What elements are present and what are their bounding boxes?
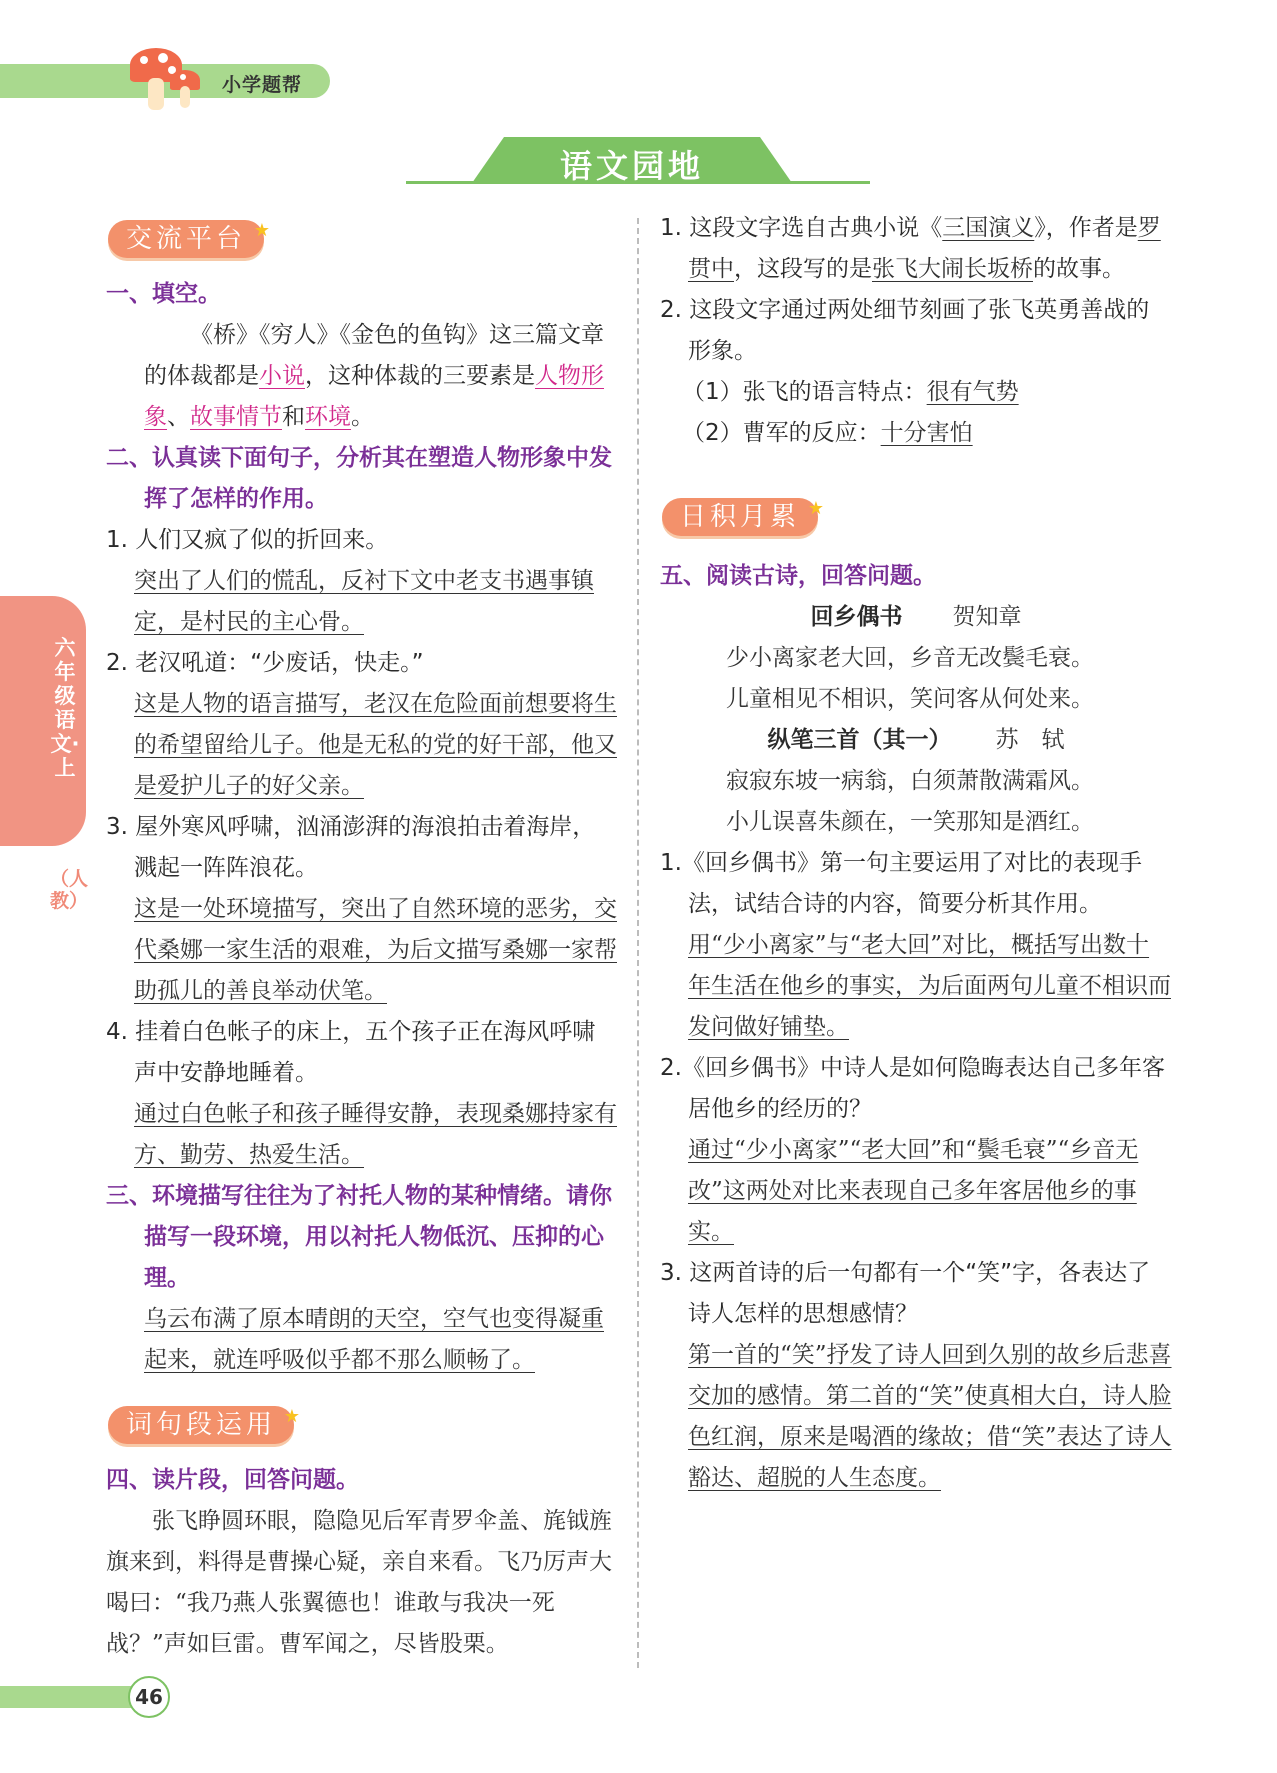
page-number: 46	[128, 1676, 170, 1718]
poem-1-title	[660, 597, 1172, 638]
poem-answer-2	[660, 1130, 1172, 1253]
poem-author: 苏 轼	[995, 727, 1065, 753]
question-part: ，这种体裁的三要素是	[305, 363, 535, 389]
star-icon: ★	[807, 498, 825, 519]
passage: 张飞睁圆环眼，隐隐见后军青罗伞盖、旄钺旌旗来到，料得是曹操心疑，亲自来看。飞乃厉声大喝曰：“我乃燕人张翼德也！谁敢与我决一死战？”声如巨雷。曹军闻之，尽皆股栗。	[106, 1508, 612, 1657]
answer: 通过白色帐子和孩子睡得安静，表现桑娜持家有方、勤劳、热爱生活。	[134, 1101, 617, 1168]
section-four	[106, 1460, 618, 1665]
question-1: 1. 人们又疯了似的折回来。	[106, 527, 389, 553]
answer: 罗贯中	[688, 215, 1161, 282]
answer-4	[106, 1094, 618, 1176]
answer-1	[106, 561, 618, 643]
brand-name: 小学题帮	[222, 74, 303, 96]
question-part: （1）张飞的语言特点：	[682, 379, 927, 405]
answer: 小说	[259, 363, 305, 389]
answer: 人物形象	[144, 363, 604, 430]
star-icon: ★	[253, 220, 271, 241]
section-heading: 三、环境描写往往为了衬托人物的某种情绪。请你描写一段环境，用以衬托人物低沉、压抑的心理。	[106, 1183, 612, 1291]
poem-2-line-1: 寂寂东坡一病翁，白须萧散满霜风。	[726, 768, 1094, 794]
question-part: （2）曹军的反应：	[682, 420, 881, 446]
poem-question-2: 2.《回乡偶书》中诗人是如何隐晦表达自己多年客居他乡的经历的？	[660, 1055, 1165, 1122]
question-part: ，这段写的是	[734, 256, 872, 282]
poem-author: 贺知章	[952, 604, 1022, 630]
answer: 突出了人们的慌乱，反衬下文中老支书遇事镇定，是村民的主心骨。	[134, 568, 594, 635]
answer-2	[106, 684, 618, 807]
question-part: 《桥》《穷人》《金色的鱼钩》这三篇文章的体裁都是	[144, 322, 604, 389]
right-questions	[660, 208, 1172, 454]
poem-question-3: 3. 这两首诗的后一句都有一个“笑”字，各表达了诗人怎样的思想感情？	[660, 1260, 1151, 1327]
question-4: 4. 挂着白色帐子的床上，五个孩子正在海风呼啸声中安静地睡着。	[106, 1019, 596, 1086]
section-heading: 二、认真读下面句子，分析其在塑造人物形象中发挥了怎样的作用。	[106, 445, 612, 512]
poem-2-title	[660, 720, 1172, 761]
separator: 、	[167, 404, 190, 430]
answer-3	[106, 889, 618, 1012]
answer: 环境	[305, 404, 351, 430]
answer-5	[106, 1299, 618, 1381]
section-heading: 一、填空。	[106, 281, 221, 307]
poem-title: 纵笔三首（其一）	[767, 727, 952, 753]
question-3: 3. 屋外寒风呼啸，汹涌澎湃的海浪拍击着海岸，溅起一阵阵浪花。	[106, 814, 596, 881]
question-2: 2. 老汉吼道：“少废话，快走。”	[106, 650, 424, 676]
question-part: 1. 这段文字选自古典小说《	[660, 215, 943, 241]
badge-daily-accumulation	[662, 498, 825, 536]
answer: 这是人物的语言描写，老汉在危险面前想要将生的希望留给儿子。他是无私的党的好干部，他又是爱护儿子的好父亲。	[134, 691, 617, 799]
column-divider	[637, 218, 639, 1668]
section-one	[106, 274, 618, 438]
badge-label: 词句段运用	[126, 1410, 277, 1440]
answer: 很有气势	[926, 379, 1019, 405]
answer: 三国演义	[942, 215, 1035, 241]
section-two	[106, 438, 618, 1381]
badge-label: 交流平台	[126, 224, 247, 254]
section-heading: 四、读片段，回答问题。	[106, 1467, 359, 1493]
question-part: 的故事。	[1033, 256, 1125, 282]
question-part: 。	[351, 404, 374, 430]
section-heading: 五、阅读古诗，回答问题。	[660, 563, 936, 589]
question-part: 》，作者是	[1034, 215, 1138, 241]
question-text	[106, 315, 618, 438]
badge-exchange-platform	[108, 220, 271, 258]
answer: 第一首的“笑”抒发了诗人回到久别的故乡后悲喜交加的感情。第二首的“笑”使真相大白，诗人脸色红润，原来是喝酒的缘故；借“笑”表达了诗人豁达、超脱的人生态度。	[688, 1342, 1172, 1491]
mushroom-icon	[128, 48, 198, 112]
question-2: 2. 这段文字通过两处细节刻画了张飞英勇善战的形象。	[660, 297, 1150, 364]
star-icon: ★	[283, 1406, 301, 1427]
answer: 这是一处环境描写，突出了自然环境的恶劣，交代桑娜一家生活的艰难，为后文描写桑娜一家帮助孤儿的善良举动伏笔。	[134, 896, 617, 1004]
answer: 张飞大闹长坂桥	[872, 256, 1033, 282]
poem-answer-3	[660, 1335, 1172, 1499]
answer: 用“少小离家”与“老大回”对比，概括写出数十年生活在他乡的事实，为后面两句儿童不相识而发问做好铺垫。	[688, 932, 1171, 1040]
poem-title: 回乡偶书	[810, 604, 903, 630]
badge-label: 日积月累	[680, 502, 801, 532]
answer: 十分害怕	[880, 420, 973, 446]
poem-2-line-2: 小儿误喜朱颜在，一笑那知是酒红。	[726, 809, 1094, 835]
edition-label: （人教）	[50, 868, 89, 912]
answer: 通过“少小离家”“老大回”和“鬓毛衰”“乡音无改”这两处对比来表现自己多年客居他乡的事实。	[688, 1137, 1139, 1245]
answer: 故事情节	[190, 404, 282, 430]
poem-1-line-2: 儿童相见不相识，笑问客从何处来。	[726, 686, 1094, 712]
question-2-1	[660, 372, 1172, 413]
poem-1-line-1: 少小离家老大回，乡音无改鬓毛衰。	[726, 645, 1094, 671]
grade-label: 六年级语文·上	[50, 636, 80, 780]
question-2-2	[660, 413, 1172, 454]
answer: 乌云布满了原本晴朗的天空，空气也变得凝重起来，就连呼吸似乎都不那么顺畅了。	[144, 1306, 604, 1373]
section-title: 语文园地	[559, 147, 704, 185]
section-five	[660, 556, 1172, 1499]
badge-word-usage	[108, 1406, 301, 1444]
question-part: 和	[282, 404, 305, 430]
poem-question-1: 1.《回乡偶书》第一句主要运用了对比的表现手法，试结合诗的内容，简要分析其作用。	[660, 850, 1142, 917]
question-1	[660, 208, 1172, 290]
footer-bar	[0, 1686, 140, 1708]
poem-answer-1	[660, 925, 1172, 1048]
